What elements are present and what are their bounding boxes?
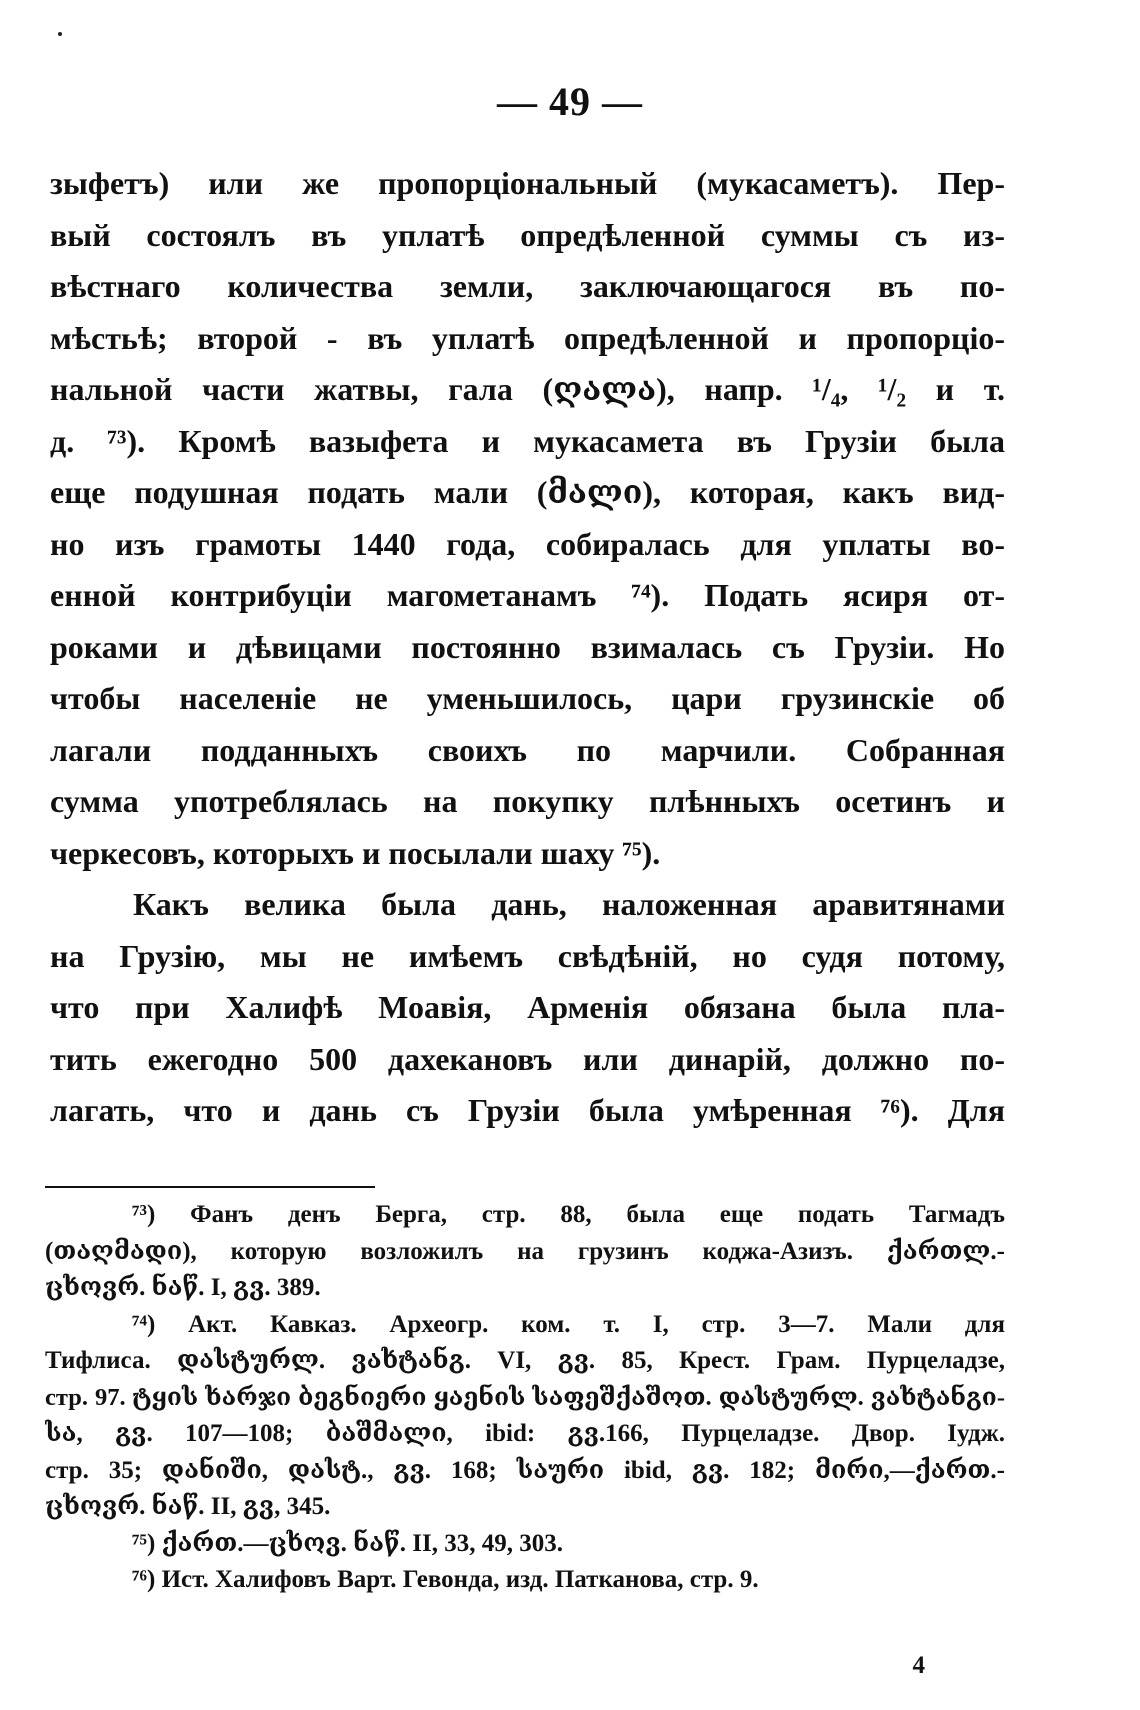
footnote-line: ცხოვრ. ნაწ. I, გვ. 389. [45, 1274, 321, 1301]
footnote-line: Тифлиса. დასტურლ. ვახტანგ. VI, გვ. 85, Крест. Грам. Пурцеладзе, [45, 1347, 1005, 1374]
page-number: — 49 — [497, 79, 643, 124]
footnote-line: (თაღმადი), которую возложилъ на грузинъ коджа-Азизъ. ქართლ.- [45, 1237, 1005, 1265]
text-line: д. ⁷³). Кромѣ вазыфета и мукасамета въ Грузіи была [50, 422, 1005, 459]
paragraph-start-line: Какъ велика была дань, наложенная аравитянами [133, 886, 1005, 922]
text-line: вый состоялъ въ уплатѣ опредѣленной суммы съ из- [50, 216, 1005, 253]
footnote-line: ⁷⁵) ქართ.—ცხოვ. ნაწ. II, 33, 49, 303. [132, 1529, 563, 1557]
print-speck [58, 32, 62, 36]
footnote-line: стр. 35; დანიში, დასტ., გვ. 168; საური ibid, გვ. 182; მირი,—ქართ.- [45, 1456, 1005, 1484]
footnote-line: სა, გვ. 107—108; ბაშმალი, ibid: გვ.166, Пурцеладзе. Двор. Іудж. [45, 1420, 1005, 1447]
main-text [50, 158, 1005, 1137]
text-line: тить ежегодно 500 дахекановъ или динарій, должно по- [50, 1040, 1005, 1077]
footnotes [45, 1197, 1005, 1599]
text-line: еще подушная подать мали (მალი), которая, какъ вид- [50, 474, 1005, 510]
text-line: но изъ грамоты 1440 года, собиралась для уплаты во- [50, 525, 1005, 562]
text-line: енной контрибуціи магометанамъ ⁷⁴). Подать ясиря от- [50, 577, 1005, 613]
text-line: сумма употреблялась на покупку плѣнныхъ осетинъ и [50, 783, 1005, 819]
footnote-line: стр. 97. ტყის ხარჯი ბეგნიერი ყაენის საფეშქაშოთ. დასტურლ. ვახტანგი- [45, 1383, 1005, 1411]
footnote-line: ⁷⁴) Акт. Кавказ. Археогр. ком. т. I, стр. 3—7. Мали для [132, 1310, 1005, 1338]
footnote-line: ცხოვრ. ნაწ. II, გვ, 345. [45, 1493, 331, 1520]
text-line: лагать, что и дань съ Грузіи была умѣренная ⁷⁶). Для [50, 1092, 1005, 1128]
footnote-divider [45, 1186, 375, 1188]
text-line: зыфетъ) или же пропорціональный (мукасаметъ). Пер- [50, 165, 1005, 201]
text-line: роками и дѣвицами постоянно взималась съ Грузіи. Но [50, 628, 1005, 665]
footnote-line: ⁷³) Фанъ денъ Берга, стр. 88, была еще подать Тагмадъ [132, 1201, 1005, 1228]
text-line: нальной части жатвы, гала (ღალა), напр. ¹/₄, ¹/₂ и т. [50, 371, 1005, 407]
text-line: черкесовъ, которыхъ и посылали шаху ⁷⁵). [50, 834, 661, 871]
text-line: лагали подданныхъ своихъ по марчили. Собранная [50, 731, 1005, 768]
signature-mark: 4 [912, 1652, 925, 1679]
footnote-line: ⁷⁶) Ист. Халифовъ Варт. Гевонда, изд. Патканова, стр. 9. [132, 1566, 759, 1593]
text-line: мѣстьѣ; второй - въ уплатѣ опредѣленной и пропорціо- [50, 319, 1005, 356]
text-line: что при Халифѣ Моавія, Арменія обязана была пла- [50, 989, 1005, 1025]
text-line: чтобы населеніе не уменьшилось, цари грузинскіе об [50, 680, 1005, 716]
text-line: на Грузію, мы не имѣемъ свѣдѣній, но судя потому, [50, 937, 1005, 974]
text-line: вѣстнаго количества земли, заключающагося въ по- [50, 268, 1005, 304]
